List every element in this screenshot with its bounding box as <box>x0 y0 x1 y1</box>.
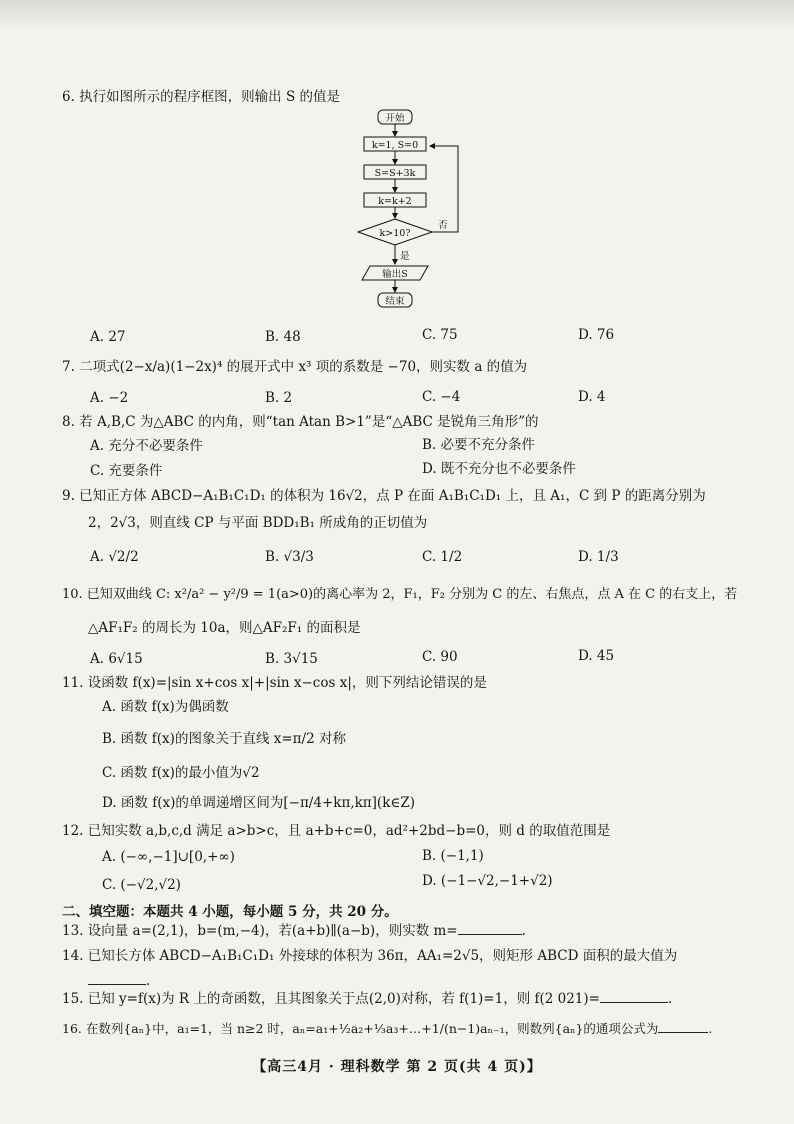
q10-line2: △AF₁F₂ 的周长为 10a，则△AF₂F₁ 的面积是 <box>88 620 361 636</box>
q13-text: 13. 设向量 a=(2,1)，b=(m,−4)，若(a+b)∥(a−b)，则实数 m= <box>62 923 458 939</box>
section2-heading: 二、填空题：本题共 4 小题，每小题 5 分，共 20 分。 <box>62 904 398 920</box>
q13-row: 13. 设向量 a=(2,1)，b=(m,−4)，若(a+b)∥(a−b)，则实数 m= . <box>62 923 526 939</box>
q7-stem: 7. 二项式(2−x/a)(1−2x)⁴ 的展开式中 x³ 项的系数是 −70，则实数 a 的值为 <box>62 359 528 375</box>
q10-option-b: B. 3√15 <box>265 651 318 667</box>
q12-option-b: B. (−1,1) <box>422 848 484 864</box>
q9-option-a: A. √2/2 <box>90 549 139 565</box>
q15-text: 15. 已知 y=f(x)为 R 上的奇函数，且其图象关于点(2,0)对称，若 f(1)=1，则 f(2 021)= <box>62 991 600 1007</box>
flow-yes-label: 是 <box>400 251 410 262</box>
q11-option-a: A. 函数 f(x)为偶函数 <box>102 699 229 715</box>
q6-option-c: C. 75 <box>422 327 458 343</box>
q14-row2: . <box>88 972 150 990</box>
q10-option-d: D. 45 <box>578 648 615 664</box>
q6-option-d: D. 76 <box>578 327 615 343</box>
q11-option-c: C. 函数 f(x)的最小值为√2 <box>102 765 260 781</box>
q8-option-c: C. 充要条件 <box>90 463 163 479</box>
flow-no-label: 否 <box>438 220 448 231</box>
q7-option-a: A. −2 <box>90 390 129 406</box>
q9-option-d: D. 1/3 <box>578 549 619 565</box>
q9-option-b: B. √3/3 <box>265 549 314 565</box>
q11-stem: 11. 设函数 f(x)=|sin x+cos x|+|sin x−cos x|，则下列结论错误的是 <box>62 675 487 691</box>
q12-option-c: C. (−√2,√2) <box>102 877 181 893</box>
q8-option-a: A. 充分不必要条件 <box>90 438 203 454</box>
q9-line1: 9. 已知正方体 ABCD−A₁B₁C₁D₁ 的体积为 16√2，点 P 在面 A₁B₁C₁D₁ 上，且 A₁，C 到 P 的距离分别为 <box>62 488 706 504</box>
q8-stem: 8. 若 A,B,C 为△ABC 的内角，则“tan Atan B>1”是“△ABC 是锐角三角形”的 <box>62 414 539 430</box>
flow-update-k-text: k=k+2 <box>378 196 412 207</box>
q9-line2: 2，2√3，则直线 CP 与平面 BDD₁B₁ 所成角的正切值为 <box>88 515 428 531</box>
q10-option-a: A. 6√15 <box>90 651 143 667</box>
flow-init-text: k=1, S=0 <box>371 140 419 151</box>
q15-row: 15. 已知 y=f(x)为 R 上的奇函数，且其图象关于点(2,0)对称，若 f(1)=1，则 f(2 021)= . <box>62 991 673 1007</box>
flow-start-text: 开始 <box>385 113 405 124</box>
q14-answer-blank[interactable] <box>88 972 146 985</box>
program-flowchart <box>330 108 490 318</box>
q8-option-d: D. 既不充分也不必要条件 <box>422 461 576 477</box>
q8-option-b: B. 必要不充分条件 <box>422 437 536 453</box>
q16-row: 16. 在数列{aₙ}中，a₁=1，当 n≥2 时，aₙ=a₁+½a₂+⅓a₃+…+1/(n−1)aₙ₋₁，则数列{aₙ}的通项公式为 . <box>62 1021 713 1036</box>
q12-option-a: A. (−∞,−1]∪[0,+∞) <box>102 849 235 865</box>
flow-end-text: 结束 <box>385 296 405 307</box>
q16-answer-blank[interactable] <box>658 1020 708 1033</box>
q6-stem: 6. 执行如图所示的程序框图，则输出 S 的值是 <box>62 89 341 105</box>
q11-option-b: B. 函数 f(x)的图象关于直线 x=π/2 对称 <box>102 731 346 747</box>
q13-answer-blank[interactable] <box>458 922 522 935</box>
flow-update-s-text: S=S+3k <box>374 168 416 179</box>
flow-output-text: 输出S <box>382 269 408 280</box>
page-footer: 【高三4月 · 理科数学 第 2 页(共 4 页)】 <box>252 1059 542 1075</box>
q7-option-b: B. 2 <box>265 390 293 406</box>
flow-condition-text: k>10? <box>379 228 411 239</box>
q7-option-c: C. −4 <box>422 389 461 405</box>
q10-line1: 10. 已知双曲线 C: x²/a² − y²/9 = 1(a>0)的离心率为 2，F₁，F₂ 分别为 C 的左、右焦点，点 A 在 C 的右支上，若 <box>62 587 738 602</box>
q6-option-b: B. 48 <box>265 329 301 345</box>
q11-option-d: D. 函数 f(x)的单调递增区间为[−π/4+kπ,kπ](k∈Z) <box>102 795 416 811</box>
q16-text: 16. 在数列{aₙ}中，a₁=1，当 n≥2 时，aₙ=a₁+½a₂+⅓a₃+…+1/(n−1)aₙ₋₁，则数列{aₙ}的通项公式为 <box>62 1021 659 1036</box>
q12-stem: 12. 已知实数 a,b,c,d 满足 a>b>c，且 a+b+c=0，ad²+2bd−b=0，则 d 的取值范围是 <box>62 823 611 839</box>
q15-answer-blank[interactable] <box>600 990 668 1003</box>
q12-option-d: D. (−1−√2,−1+√2) <box>422 873 553 889</box>
q7-option-d: D. 4 <box>578 389 606 405</box>
q9-option-c: C. 1/2 <box>422 549 463 565</box>
q10-option-c: C. 90 <box>422 649 458 665</box>
scan-edge-shadow <box>0 0 794 30</box>
q14-line1: 14. 已知长方体 ABCD−A₁B₁C₁D₁ 外接球的体积为 36π，AA₁=2√5，则矩形 ABCD 面积的最大值为 <box>62 948 678 964</box>
q6-option-a: A. 27 <box>90 329 126 345</box>
